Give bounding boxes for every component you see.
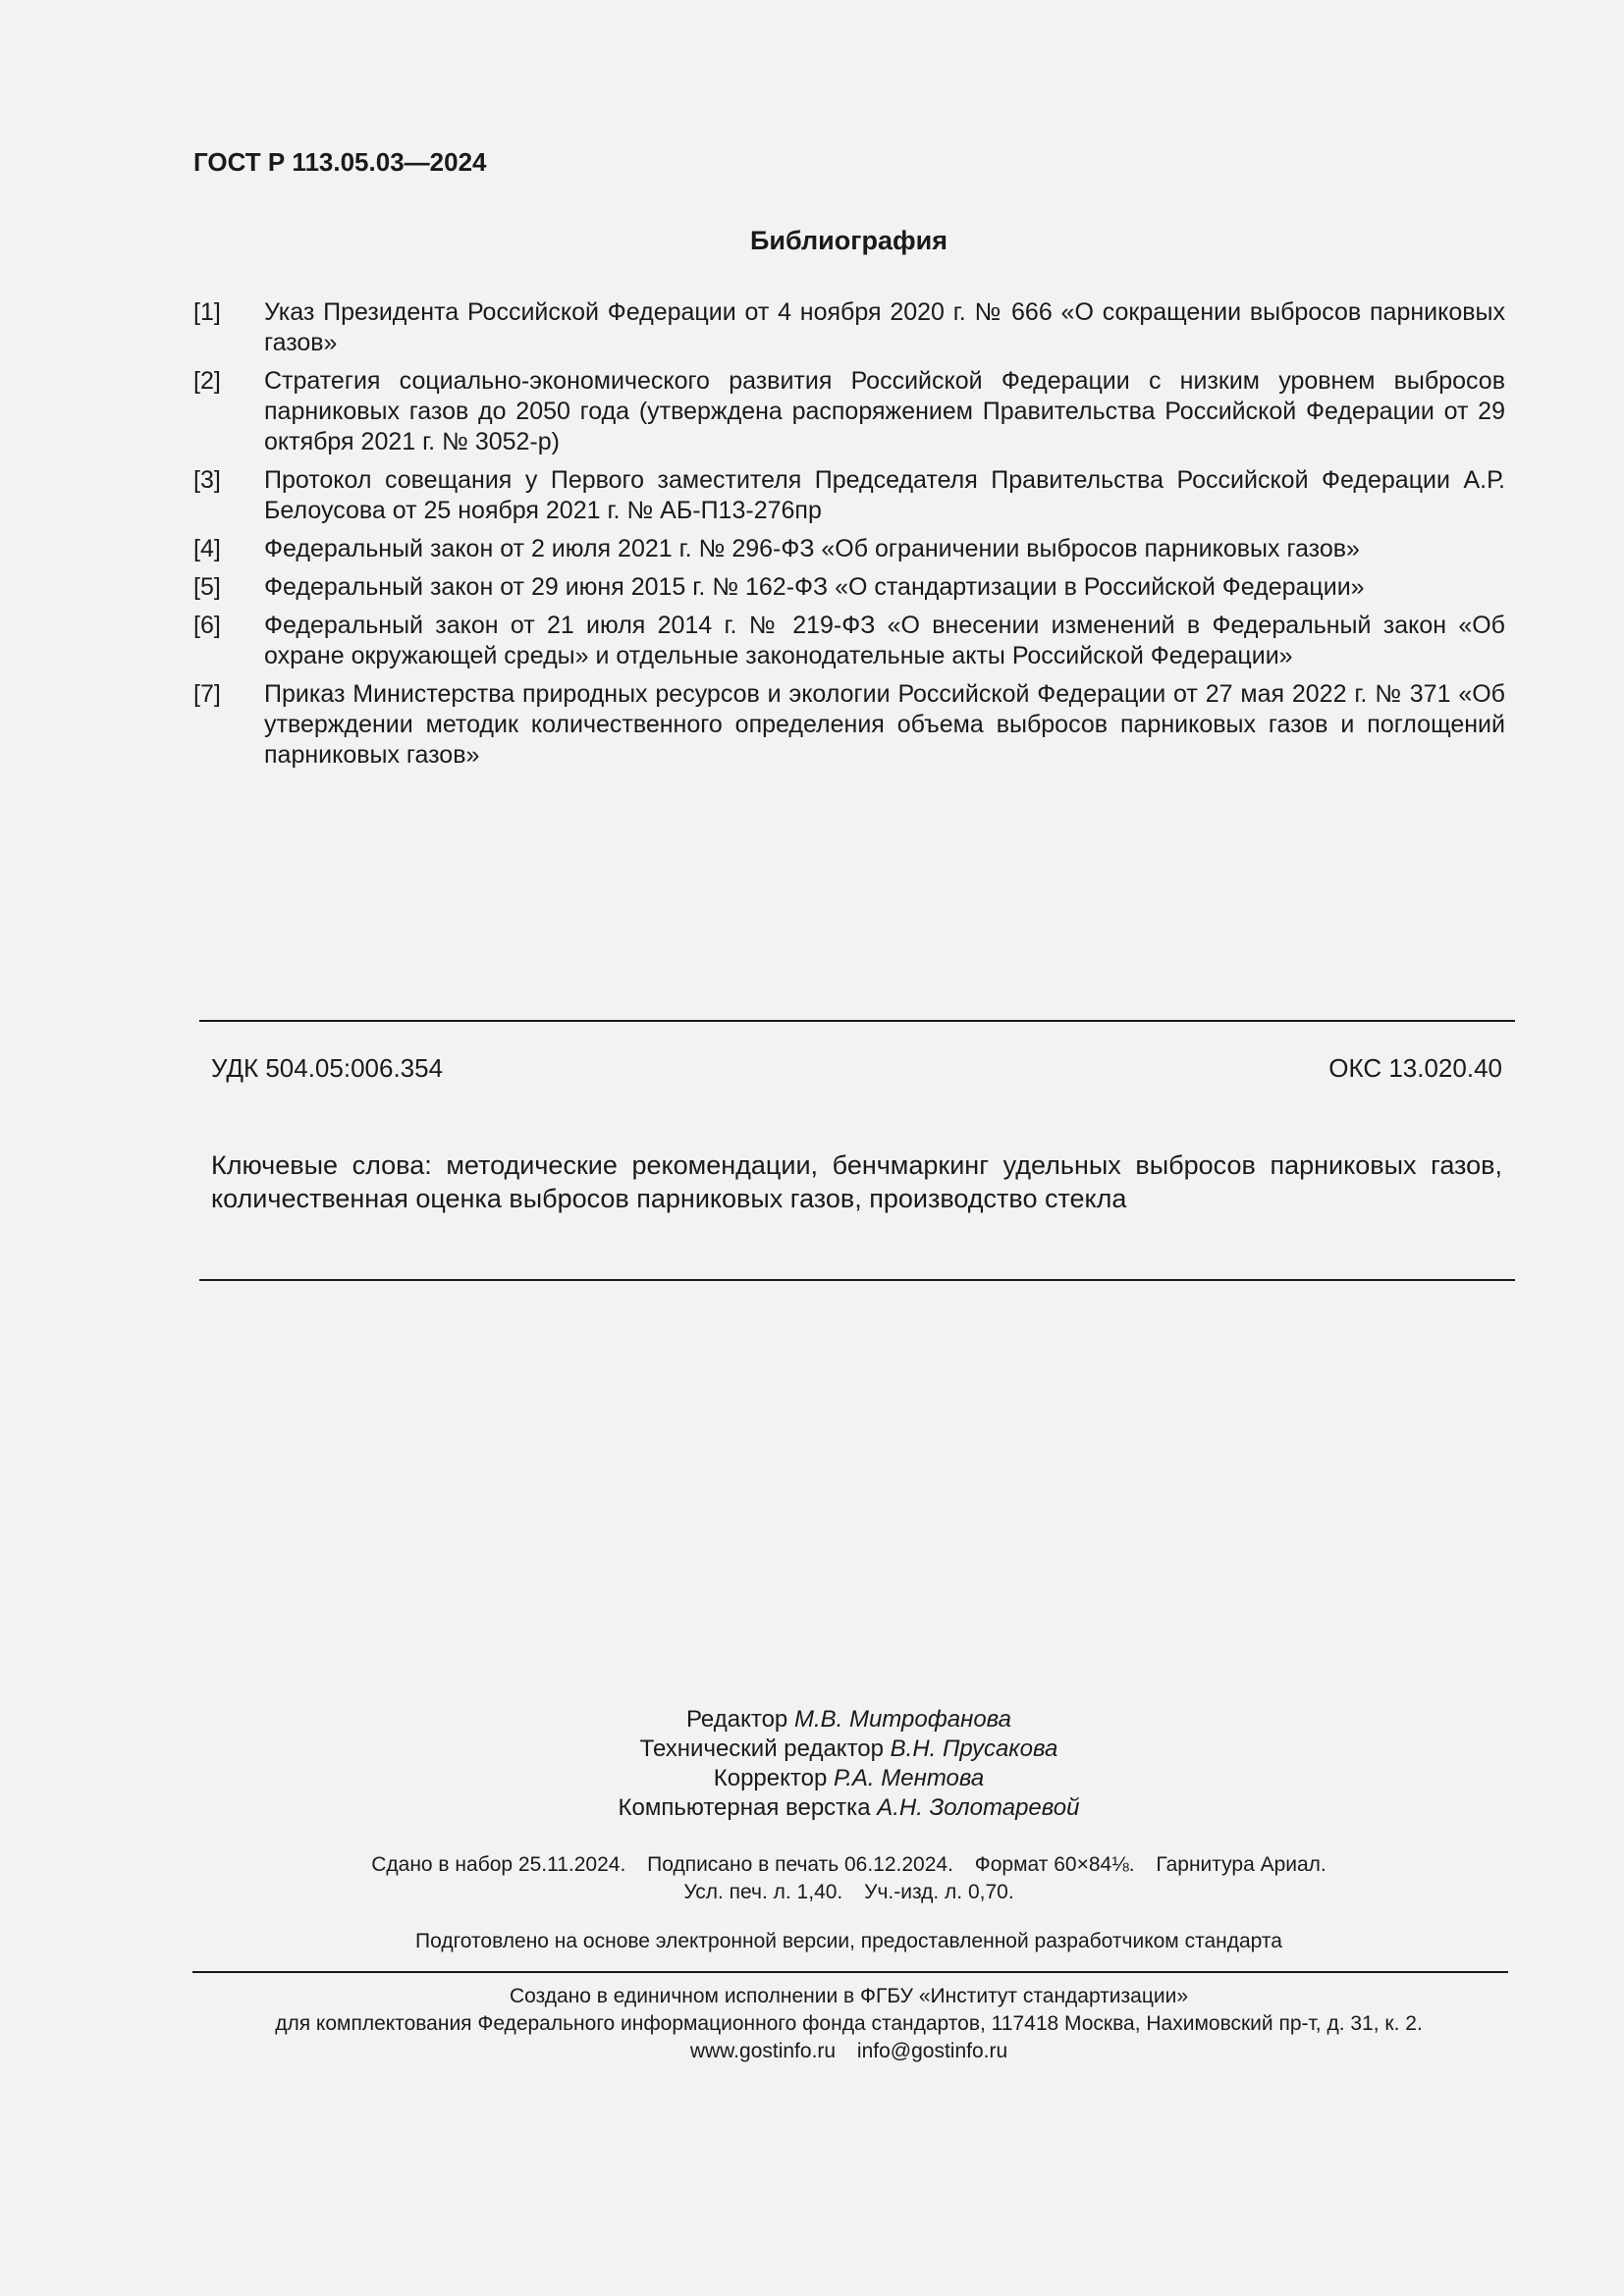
- footer-divider: [192, 1971, 1508, 1973]
- layout-name: А.Н. Золотаревой: [877, 1794, 1080, 1821]
- bibliography-item: [193, 572, 1505, 603]
- publisher-line-2: для комплектования Федерального информационного фонда стандартов, 117418 Москва, Нахимовский пр-т, д. 31, к. 2.: [275, 2012, 1423, 2035]
- print-info-line-1: [74, 1851, 1624, 1879]
- bibliography-item: [193, 534, 1505, 564]
- publisher-contacts: [74, 2038, 1624, 2065]
- bibliography-text: Федеральный закон от 2 июля 2021 г. № 296-ФЗ «Об ограничении выбросов парниковых газов»: [264, 535, 1360, 562]
- bibliography-number: [2]: [193, 367, 221, 395]
- bibliography-list: [193, 297, 1505, 778]
- bibliography-item: [193, 679, 1505, 771]
- bibliography-item: [193, 611, 1505, 671]
- tech-editor-name: В.Н. Прусакова: [890, 1735, 1058, 1762]
- top-divider: [199, 1020, 1515, 1022]
- bibliography-text: Приказ Министерства природных ресурсов и экологии Российской Федерации от 27 мая 2022 г. № 371 «Об утверждении методик количественного определения объема выбросов парниковых газов и поглощений парниковых газов»: [264, 680, 1505, 769]
- bibliography-item: [193, 366, 1505, 457]
- print-info-line-2: [74, 1879, 1624, 1906]
- bibliography-number: [3]: [193, 466, 221, 494]
- bottom-divider: [199, 1279, 1515, 1281]
- publisher-line-1: Создано в единичном исполнении в ФГБУ «Институт стандартизации»: [509, 1985, 1189, 2007]
- bibliography-number: [1]: [193, 298, 221, 326]
- bibliography-text: Стратегия социально-экономического развития Российской Федерации с низким уровнем выбросов парниковых газов до 2050 года (утверждена распоряжением Правительства Российской Федерации от 29 октября 2021 г. № 3052-р): [264, 367, 1505, 455]
- bibliography-title: Библиография: [750, 226, 947, 255]
- paper-format: Формат 60×84⅛.: [974, 1853, 1135, 1876]
- signed-date: Подписано в печать 06.12.2024.: [647, 1853, 953, 1876]
- editor-name: М.В. Митрофанова: [793, 1706, 1012, 1733]
- website-link[interactable]: www.gostinfo.ru: [689, 2040, 837, 2062]
- editor-line: [74, 1705, 1624, 1735]
- print-sheets: Усл. печ. л. 1,40.: [683, 1881, 843, 1903]
- layout-label: Компьютерная верстка: [618, 1794, 871, 1821]
- oks-code: ОКС 13.020.40: [1328, 1053, 1502, 1083]
- typeface: Гарнитура Ариал.: [1156, 1853, 1326, 1876]
- bibliography-number: [7]: [193, 680, 221, 708]
- bibliography-text: Федеральный закон от 21 июля 2014 г. № 219-ФЗ «О внесении изменений в Федеральный закон «Об охране окружающей среды» и отдельные законодательные акты Российской Федерации»: [264, 612, 1505, 669]
- keywords-paragraph: Ключевые слова: методические рекомендации, бенчмаркинг удельных выбросов парниковых газов, количественная оценка выбросов парниковых газов, производство стекла: [211, 1150, 1502, 1213]
- bibliography-item: [193, 465, 1505, 526]
- typeset-date: Сдано в набор 25.11.2024.: [371, 1853, 626, 1876]
- bibliography-text: Протокол совещания у Первого заместителя Председателя Правительства Российской Федерации А.Р. Белоусова от 25 ноября 2021 г. № АБ-П13-276пр: [264, 466, 1505, 524]
- print-info-block: [0, 1851, 1624, 1906]
- tech-editor-label: Технический редактор: [639, 1735, 884, 1762]
- bibliography-text: Федеральный закон от 29 июня 2015 г. № 162-ФЗ «О стандартизации в Российской Федерации»: [264, 573, 1365, 601]
- tech-editor-line: [74, 1735, 1624, 1764]
- layout-line: [74, 1793, 1624, 1823]
- editor-label: Редактор: [685, 1706, 788, 1733]
- udk-code: УДК 504.05:006.354: [211, 1053, 444, 1083]
- edition-sheets: Уч.-изд. л. 0,70.: [864, 1881, 1014, 1903]
- bibliography-text: Указ Президента Российской Федерации от 4 ноября 2020 г. № 666 «О сокращении выбросов парниковых газов»: [264, 298, 1505, 356]
- bibliography-number: [4]: [193, 535, 221, 562]
- corrector-label: Корректор: [713, 1765, 828, 1791]
- credits-block: [0, 1705, 1624, 1823]
- document-code: ГОСТ Р 113.05.03—2024: [193, 147, 487, 177]
- corrector-line: [74, 1764, 1624, 1793]
- corrector-name: Р.А. Ментова: [833, 1765, 985, 1791]
- bibliography-number: [6]: [193, 612, 221, 639]
- prepared-note: Подготовлено на основе электронной версии, предоставленной разработчиком стандарта: [415, 1930, 1282, 1952]
- email-link[interactable]: info@gostinfo.ru: [856, 2040, 1008, 2062]
- publisher-block: [0, 1983, 1624, 2065]
- bibliography-number: [5]: [193, 573, 221, 601]
- bibliography-item: [193, 297, 1505, 358]
